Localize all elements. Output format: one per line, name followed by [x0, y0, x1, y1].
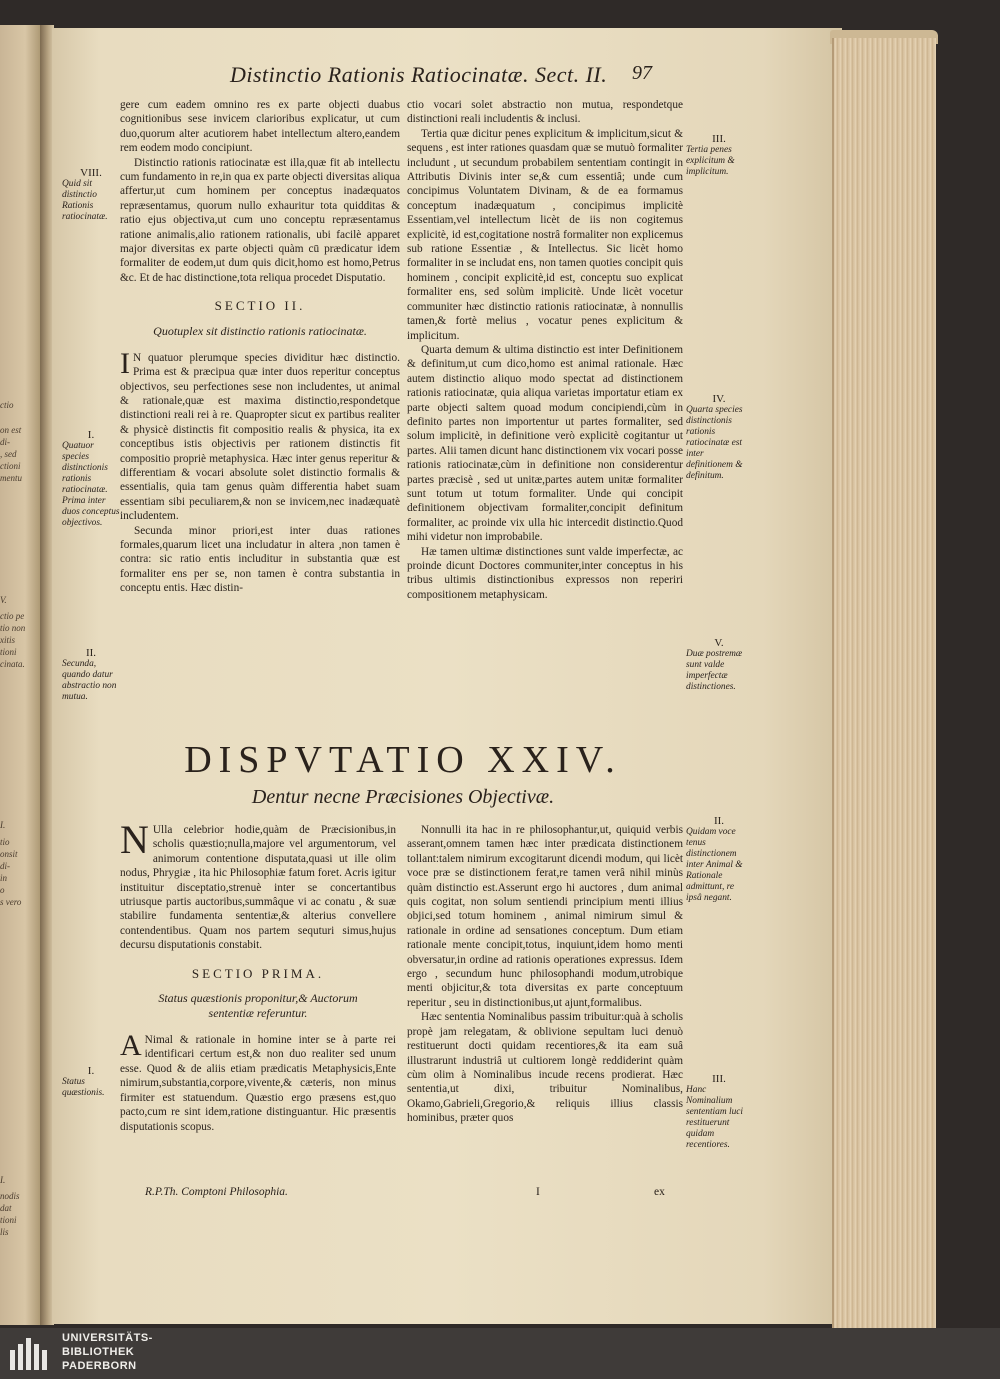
paragraph: Hæ tamen ultimæ distinctiones sunt valde imperfectæ, ac proinde dicunt Doctores communiter,inter conceptus in his tribus ultimis distinctionibus expressos non reperiri compositionem metaphysicam. [407, 545, 683, 601]
left-fragment: o [0, 885, 5, 895]
drop-capital: I [120, 346, 130, 380]
left-fragment: I. [0, 820, 6, 830]
disputation-title: DISPVTATIO XXIV. [184, 739, 622, 781]
paragraph: Nonnulli ita hac in re philosophantur,ut, quiquid verbis asserant,omnem tamen hæc inter prædicata distinctionem tollant:talem nimirum excogitarunt dicendi modum, qui licèt voce præ se distinctionem ferat,re tamen verâ nihil minùs quàm distinctio est.Asserunt ergo hi auctores , dum animal quis cogitat, non solum sentiendi principium menti illius objici,sed totum hominem , animal nimirum simul & rationale in ordine ad sensationes conceptum. Dum etiam rationale mente concipit,totus, inquiunt,idem homo menti obversatur,in ordine ad rationis operationes expressus. Idem ergo , secundum hunc philosophandi modum,utrobique menti objicitur,& tota diversitas ex parte conceptuum reperitur , seu in distinctionibus,ut ajunt,formalibus. [407, 824, 683, 1009]
left-fragment: ctioni [0, 461, 21, 471]
marginal-note [62, 430, 120, 529]
paragraph [120, 817, 396, 953]
marginal-text: Quatuor species distinctionis rationis ratiocinatæ. Prima inter duos conceptus objectivos. [62, 441, 120, 528]
column-left-top [120, 98, 400, 596]
library-footer [0, 1328, 1000, 1379]
paragraph: Tertia quæ dicitur penes explicitum & implicitum,sicut & sequens , est inter rationes quasdam quæ se mutuò formaliter includunt , ut secundum probabilem sententiam contingit in Attributis Divinis inter se,& cum essentiâ; unde cum concipimus Voluntatem Divinam, & de ea formamus conceptum inadæquatum , concipimus implicitè Essentiam,vel intellectum licèt de iis non cogitemus explicitè, id est,cogitatione nostrâ formaliter non explicemus sub ratione Essentiæ , & Intellectus. Sic licèt homo formaliter in se includat ens, non tamen quoties concipit quis hominem , concipit explicitè,id est, conceptu suo explicat formaliter ens, sed solùm implicitè. Unde licèt vocetur communiter hæc distinctio rationis ratiocinatæ, à nonnullis tamen,& fortè melius , vocatur penes explicitum & implicitum. [407, 127, 683, 342]
paragraph-text: Nimal & rationale in homine inter se à parte rei identificari certum est,& non duo realiter sed unum esse. Quod & de aliis etiam prædicatis Metaphysicis,Ente nimirum,substantia,corpore,vivente,& cæteris, non minus firmiter est statuendum. Quæstio ergo præsens est,quo pacto,cum re sint idem,ratione distinguantur. Hic præsentis disputationis scopus. [120, 1034, 396, 1133]
marginal-text: Tertia penes explicitum & implicitum. [686, 145, 735, 177]
left-fragment: onsit [0, 849, 18, 859]
left-fragment: di- [0, 437, 10, 447]
marginal-note [686, 394, 752, 482]
marginal-note [686, 134, 752, 178]
marginal-note [62, 168, 120, 223]
paragraph [120, 346, 400, 524]
left-fragment: I. [0, 1175, 6, 1185]
footnote: R.P.Th. Comptoni Philosophia. [145, 1186, 288, 1198]
drop-capital: A [120, 1029, 142, 1063]
marginal-note [62, 1066, 120, 1099]
marginal-number: V. [714, 637, 724, 649]
left-page-fragment [0, 25, 42, 1325]
page-number: 97 [632, 62, 652, 84]
paragraph: Secunda minor priori,est inter duas rationes formales,quarum licet una includatur in altera ,non tamen è contra: sic ratio entis includitur in substantia quæ est formaliter ens per se, non tamen è contra substantia in conceptu entis. Hæc distin- [120, 524, 400, 595]
marginal-number: III. [712, 1073, 726, 1085]
left-fragment: ctio pe [0, 611, 25, 621]
marginal-number: II. [713, 815, 725, 827]
left-fragment: tio non [0, 623, 26, 633]
column-right-bottom [407, 823, 683, 1126]
marginal-number: III. [712, 133, 726, 145]
marginal-number: IV. [712, 393, 726, 405]
marginal-text: Hanc Nominalium sententiam luci restituerunt quidam recentiores. [686, 1085, 744, 1150]
section-subtitle: Quotuplex sit distinctio rationis ratiocinatæ. [153, 323, 367, 338]
signature-mark: I [536, 1186, 540, 1198]
section-heading: SECTIO PRIMA. [191, 965, 325, 981]
left-fragment: s vero [0, 897, 22, 907]
drop-capital: N [120, 817, 149, 862]
marginal-note [686, 638, 752, 693]
left-fragment: lis [0, 1227, 9, 1237]
section-heading: SECTIO II. [214, 298, 306, 314]
library-name-line: PADERBORN [62, 1360, 137, 1372]
left-fragment: in [0, 873, 8, 883]
left-fragment: , sed [0, 449, 17, 459]
running-title: Distinctio Rationis Ratiocinatæ. Sect. II. [230, 62, 608, 87]
column-left-bottom [120, 817, 396, 1134]
column-right-top [407, 98, 683, 602]
left-fragment: tioni [0, 647, 17, 657]
left-fragment: on est [0, 425, 22, 435]
page-stack-edge [832, 38, 936, 1328]
catchword: ex [654, 1186, 665, 1198]
section-subtitle: Status quæstionis proponitur,& Auctorum sententiæ referuntur. [158, 991, 358, 1021]
paragraph [120, 1029, 396, 1134]
left-fragment: di- [0, 861, 10, 871]
marginal-number: II. [85, 647, 97, 659]
marginal-note [686, 1074, 752, 1151]
marginal-text: Secunda, quando datur abstractio non mutua. [62, 659, 117, 702]
left-fragment: nodis [0, 1191, 20, 1201]
library-logo-icon [10, 1336, 56, 1370]
left-fragment: cinata. [0, 659, 25, 669]
left-fragment: mentu [0, 473, 22, 483]
paragraph-text: Ulla celebrior hodie,quàm de Præcisionibus,in scholis quæstio;nulla,majore vel argumentorum, vel animorum contentione disputata,quasi ut ille olim nodus, Phrygiæ , ita hic Philosophiæ fatum foret. Acris igitur instituitur disceptatio,strenuè inter se concertantibus utriusque partis auctoribus,summâque vi ac conatu , & suæ stabilire fundamenta sententiæ,& alterius convellere contendentibus. Quam nos partem sequturi simus,hujus decursu disputationis constabit. [120, 824, 396, 952]
marginal-number: I. [87, 429, 95, 441]
marginal-text: Duæ postremæ sunt valde imperfectæ distinctiones. [686, 649, 743, 692]
disputation-subtitle: Dentur necne Præcisiones Objectivæ. [251, 786, 555, 808]
left-fragment: tio [0, 837, 10, 847]
paragraph: gere cum eadem omnino res ex parte objecti duabus cognitionibus sese invicem clarioribus explicatur, ut cum duo,quorum alter acutiorem habet intellectum altero,eandem rem eodem modo concipiunt. [120, 99, 400, 155]
left-fragment: xitis [0, 635, 15, 645]
paragraph: ctio vocari solet abstractio non mutua, respondetque distinctioni reali includentis & inclusi. [407, 99, 683, 126]
left-fragment: ctio [0, 400, 14, 410]
marginal-text: Quid sit distinctio Rationis ratiocinatæ. [62, 179, 108, 222]
marginal-text: Status quæstionis. [62, 1077, 105, 1098]
marginal-number: VIII. [80, 167, 102, 179]
paragraph-text: N quatuor plerumque species dividitur hæc distinctio. Prima est & præcipua quæ inter duos reperitur conceptus objectivos, seu perfectiones sese non includentes, ut animal & rationale,quæ est maxima distinctio,respondetque distinctioni reali rei à re. Quapropter sicut ex partibus realiter & physicè distinctis fit compositio realis & physica, ita ex conceptibus istis objectivis per rationem distinctis fit compositio propriè metaphysica. Hæc inter genus reperitur & differentiam & vocari absolute solet distinctio formalis & essentialis, quia tam genus quàm differentia habet suam essentiam sibi peculiarem,& non se invicem,nec inadæquatè includentem. [120, 351, 400, 523]
marginal-note [62, 648, 120, 703]
library-name-line: UNIVERSITÄTS- [62, 1332, 153, 1344]
library-name-line: BIBLIOTHEK [62, 1346, 135, 1358]
marginal-text: Quarta species distinctionis rationis ratiocinatæ est inter definitionem & definitum. [686, 405, 743, 481]
paragraph: Quarta demum & ultima distinctio est inter Definitionem & definitum,ut cum dico,homo est animal rationale. Hæc autem distinctio aliquo modo spectat ad distinctionem rationis ratiocinatæ, quia aliqua varietas importatur etiam ex parte objecti saltem quoad modum concipiendi,cùm in definito partes non importentur ut partes formaliter, sed solum implicitè, in definitione verò explicitè cogitantur ut partes. Alii tamen dicunt hanc distinctionem vix vocari posse rationis ratiocinatæ,cùm in definitione non considerentur partes præcisè , sed ut unitæ,partes autem unitæ formaliter sunt totum ut totum formaliter. Unde qui concipit definitionem objectivam formaliter,concipit definitum formaliter, ac proinde vix ulla hic intercedit distinctio.Quod mihi videtur non improbabile. [407, 343, 683, 544]
marginal-number: I. [87, 1065, 95, 1077]
paragraph: Hæc sententia Nominalibus passim tribuitur:quà à scholis propè jam relegatam, & oblivione sepultam luci denuò restituerunt docti quidam recentiores,& ita eam suâ illustrarunt industriâ ut cultiorem longè reddiderint quàm cùm olim à Nominalibus incude recens prodierat. Hæc sententia,ut dixi, tribuitur Nominalibus, Okamo,Gabrieli,Gregorio,& reliquis illius classis hominibus, præter quos [407, 1011, 683, 1125]
paragraph: Distinctio rationis ratiocinatæ est illa,quæ fit ab intellectu cum fundamento in re,in qua ex parte objecti diversitas aliqua affertur,ut cum hominem per conceptus inadæquatos repræsentamus, quorum nullo exhauritur tota quidditas & ratio ejus objectiva,ut cum uno conceptu repræsentamus ratione animalis,alio rationem rationalis, ubi facilè apparet major diversitas ex parte objecti quàm cū prædicatur idem formaliter de eodem,ut dum quis dicit,homo est homo,Petrus &c. Et de hac distinctione,tota reliqua procedet Disputatio. [120, 156, 400, 284]
marginal-note [686, 816, 752, 904]
left-fragment: V. [0, 595, 7, 605]
library-name [62, 1331, 153, 1373]
left-fragment: dat [0, 1203, 12, 1213]
marginal-text: Quidam voce tenus distinctionem inter Animal & Rationale admittunt, re ipsâ negant. [686, 827, 743, 903]
left-fragment: tioni [0, 1215, 17, 1225]
